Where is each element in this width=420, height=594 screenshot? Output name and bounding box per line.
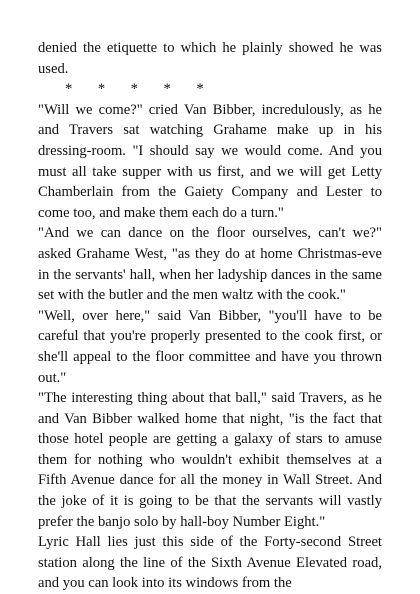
paragraph-5: "The interesting thing about that ball," said Travers, as he and Van Bibber walked home that night, "is the fact that those hotel people are getting a galaxy of stars to amuse them for nothing who wouldn't exhibit themselves at a Fifth Avenue dance for all the money in Wall Street. And the joke of it is going to be that the servants will vastly prefer the banjo solo by hall-boy Number Eight." (38, 390, 382, 530)
paragraph-6: Lyric Hall lies just this side of the Forty-second Street station along the line of the Sixth Avenue Elevated road, and you can look into its windows from the (38, 534, 382, 592)
paragraph-3: "And we can dance on the floor ourselves, can't we?" asked Grahame West, "as they do at home Christmas-eve in the servants' hall, when her ladyship dances in the same set with the butler and the men waltz with the cook." (38, 225, 382, 304)
document-page (38, 38, 382, 594)
paragraph-2: "Will we come?" cried Van Bibber, incredulously, as he and Travers sat watching Grahame make up in his dressing-room. "I should say we would come. And you must all take supper with us first, and we will get Letty Chamberlain from the Gaiety Company and Lester to come too, and make them each do a turn." (38, 101, 382, 221)
section-separator: * * * * * (65, 81, 204, 98)
paragraph-1: denied the etiquette to which he plainly showed he was used. (38, 40, 382, 77)
paragraph-4: "Well, over here," said Van Bibber, "you'll have to be careful that you're properly presented to the cook first, or she'll appeal to the floor committee and have you thrown out." (38, 307, 382, 386)
